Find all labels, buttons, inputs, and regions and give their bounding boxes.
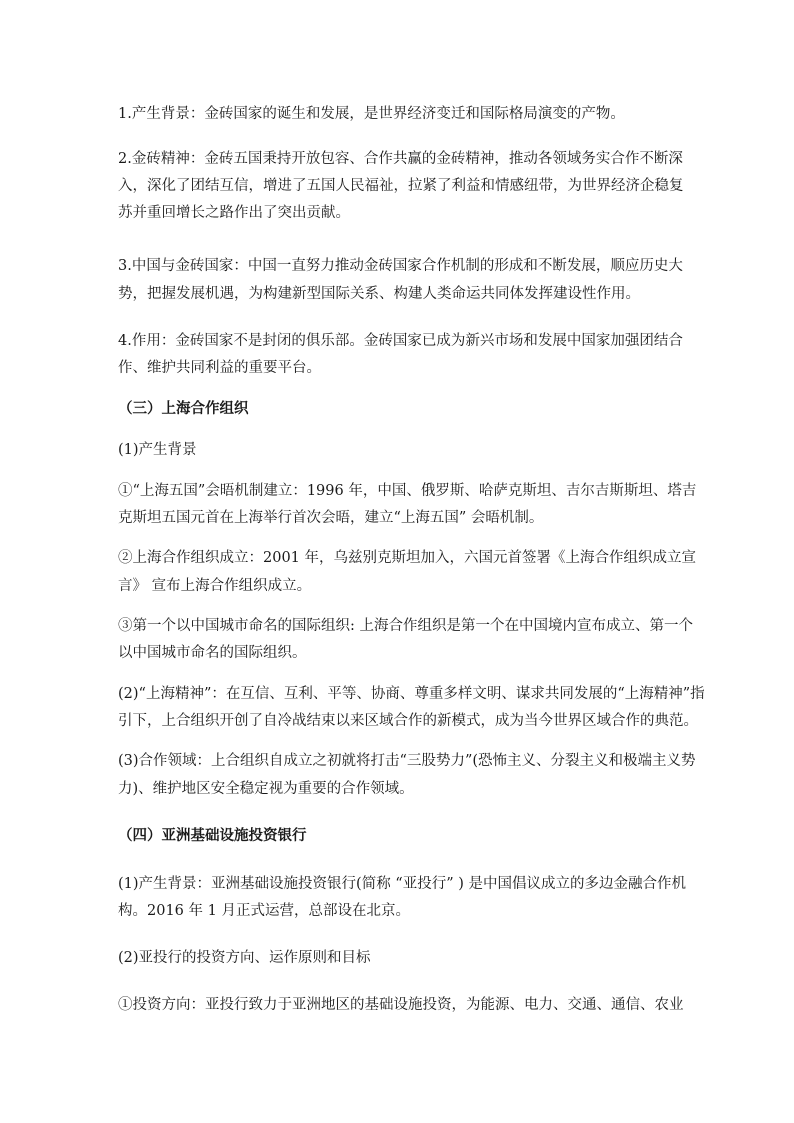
paragraph-line: 3.中国与金砖国家：中国一直努力推动金砖国家合作机制的形成和不断发展，顺应历史大 xyxy=(118,258,683,274)
paragraph-line: (2)亚投行的投资方向、运作原则和目标 xyxy=(118,950,371,966)
paragraph-line: 言》 宣布上海合作组织成立。 xyxy=(118,578,312,594)
paragraph-line: 4.作用：金砖国家不是封闭的俱乐部。金砖国家已成为新兴市场和发展中国家加强团结合 xyxy=(118,333,683,349)
paragraph-line: (1)产生背景：亚洲基础设施投资银行(简称 “亚投行” ) 是中国倡议成立的多边金融合作机 xyxy=(118,876,687,892)
section-heading: （三）上海合作组织 xyxy=(118,400,249,417)
paragraph-line: 以中国城市命名的国际组织。 xyxy=(118,645,307,661)
paragraph-line: (1)产生背景 xyxy=(118,442,197,458)
paragraph-line: ①“上海五国”会晤机制建立：1996 年，中国、俄罗斯、哈萨克斯坦、吉尔吉斯斯坦、塔吉 xyxy=(118,483,697,499)
paragraph-line: 构。2016 年 1 月正式运营，总部设在北京。 xyxy=(118,903,410,919)
paragraph-line: (3)合作领域：上合组织自成立之初就将打击“三股势力”(恐怖主义、分裂主义和极端主义势 xyxy=(118,753,696,769)
paragraph-line: ③第一个以中国城市命名的国际组织: 上海合作组织是第一个在中国境内宣布成立、第一个 xyxy=(118,618,693,634)
paragraph-line: 势，把握发展机遇，为构建新型国际关系、构建人类命运共同体发挥建设性作用。 xyxy=(118,286,640,302)
paragraph-line: 克斯坦五国元首在上海举行首次会晤，建立“上海五国” 会晤机制。 xyxy=(118,510,544,526)
paragraph-line: 苏并重回增长之路作出了突出贡献。 xyxy=(118,205,350,221)
paragraph-line: ②上海合作组织成立：2001 年，乌兹别克斯坦加入，六国元首签署《上海合作组织成立宣 xyxy=(118,550,697,566)
paragraph-line: 2.金砖精神：金砖五国秉持开放包容、合作共赢的金砖精神，推动各领域务实合作不断深 xyxy=(118,151,683,167)
paragraph-line: ①投资方向：亚投行致力于亚洲地区的基础设施投资，为能源、电力、交通、通信、农业 xyxy=(118,997,684,1013)
paragraph-line: 作、维护共同利益的重要平台。 xyxy=(118,360,321,376)
paragraph-line: (2)“上海精神”：在互信、互利、平等、协商、尊重多样文明、谋求共同发展的“上海精神”指 xyxy=(118,686,705,702)
paragraph-line: 入，深化了团结互信，增进了五国人民福祉，拉紧了利益和情感纽带，为世界经济企稳复 xyxy=(118,178,684,194)
section-heading: （四）亚洲基础设施投资银行 xyxy=(118,827,307,844)
paragraph-line: 1.产生背景：金砖国家的诞生和发展，是世界经济变迁和国际格局演变的产物。 xyxy=(118,106,625,122)
paragraph-line: 力)、维护地区安全稳定视为重要的合作领域。 xyxy=(118,781,414,797)
paragraph-line: 引下，上合组织开创了自冷战结束以来区域合作的新模式，成为当今世界区域合作的典范。 xyxy=(118,713,698,729)
